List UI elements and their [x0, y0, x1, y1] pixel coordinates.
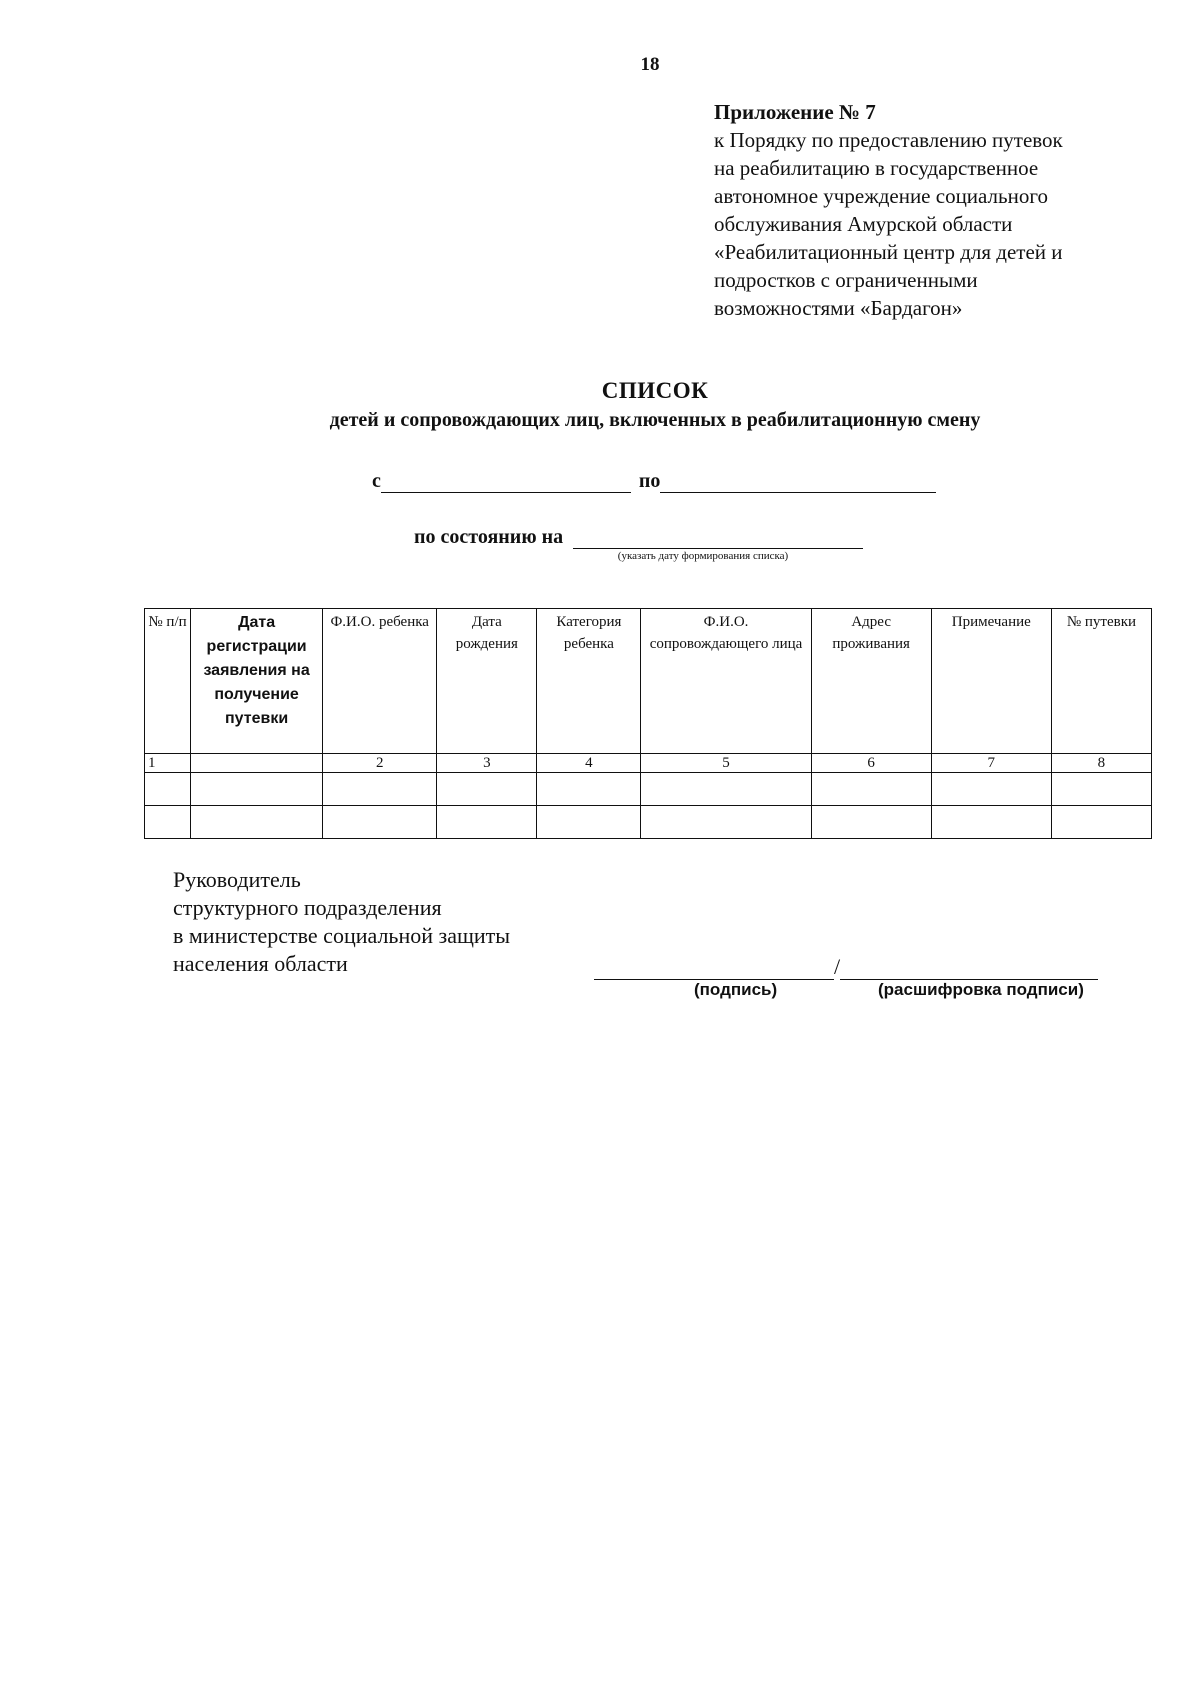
document-subtitle: детей и сопровождающих лиц, включенных в реабилитационную смену: [329, 409, 981, 431]
signature-line: Руководитель: [173, 867, 301, 892]
signature-decode-field[interactable]: [840, 957, 1098, 980]
header-child-category: Категория ребенка: [537, 609, 641, 754]
column-number: 6: [811, 754, 931, 773]
signature-line: структурного подразделения: [173, 895, 442, 920]
signature-separator: /: [834, 954, 841, 979]
header-number: № п/п: [145, 609, 191, 754]
appendix-block: [714, 98, 1144, 322]
table-cell[interactable]: [1051, 806, 1151, 839]
table-cell[interactable]: [1051, 773, 1151, 806]
period-from-field[interactable]: [381, 470, 631, 493]
column-number: 8: [1051, 754, 1151, 773]
column-number: [191, 754, 323, 773]
header-registration-date: Дата регистрации заявления на получение путевки: [191, 609, 323, 754]
column-number: 1: [145, 754, 191, 773]
period-to-field[interactable]: [660, 470, 936, 493]
appendix-line: подростков с ограниченными: [714, 268, 978, 292]
signature-line: в министерстве социальной защиты: [173, 923, 511, 948]
signature-block: [173, 866, 593, 978]
document-title: СПИСОК: [601, 378, 709, 403]
children-list-table: [144, 608, 1152, 839]
column-number: 3: [437, 754, 537, 773]
column-number: 4: [537, 754, 641, 773]
appendix-title: Приложение № 7: [714, 100, 876, 124]
table-cell[interactable]: [437, 806, 537, 839]
header-note: Примечание: [931, 609, 1051, 754]
table-row: [145, 806, 1152, 839]
table-cell[interactable]: [641, 773, 811, 806]
table-cell[interactable]: [811, 806, 931, 839]
header-voucher-number: № путевки: [1051, 609, 1151, 754]
appendix-line: обслуживания Амурской области: [714, 212, 1013, 236]
table-cell[interactable]: [931, 806, 1051, 839]
table-header-row: [145, 609, 1152, 754]
header-birth-date: Дата рождения: [437, 609, 537, 754]
signature-field[interactable]: [594, 957, 834, 980]
period-from-label: с: [372, 470, 381, 492]
column-number: 5: [641, 754, 811, 773]
period-to-label: по: [638, 470, 661, 492]
table-cell[interactable]: [931, 773, 1051, 806]
signature-line: населения области: [173, 951, 348, 976]
column-number: 7: [931, 754, 1051, 773]
table-cell[interactable]: [811, 773, 931, 806]
table-cell[interactable]: [191, 806, 323, 839]
appendix-line: автономное учреждение социального: [714, 184, 1048, 208]
appendix-line: «Реабилитационный центр для детей и: [714, 240, 1063, 264]
signature-caption: (подпись): [694, 980, 778, 999]
table-cell[interactable]: [145, 806, 191, 839]
table-cell[interactable]: [537, 773, 641, 806]
period-row: [372, 470, 936, 493]
header-companion-name: Ф.И.О. сопровождающего лица: [641, 609, 811, 754]
column-number: 2: [323, 754, 437, 773]
header-address: Адрес проживания: [811, 609, 931, 754]
state-label: по состоянию на: [414, 526, 564, 548]
table-row: [145, 773, 1152, 806]
table-cell[interactable]: [323, 773, 437, 806]
table-cell[interactable]: [191, 773, 323, 806]
state-row: [414, 526, 863, 549]
appendix-line: возможностями «Бардагон»: [714, 296, 963, 320]
appendix-line: на реабилитацию в государственное: [714, 156, 1039, 180]
state-date-field[interactable]: [573, 526, 863, 549]
appendix-line: к Порядку по предоставлению путевок: [714, 128, 1063, 152]
column-number-row: [145, 754, 1152, 773]
table-cell[interactable]: [537, 806, 641, 839]
table-cell[interactable]: [145, 773, 191, 806]
table-cell[interactable]: [437, 773, 537, 806]
signature-fields: [594, 954, 1098, 980]
page-number: 18: [640, 54, 660, 75]
header-child-name: Ф.И.О. ребенка: [323, 609, 437, 754]
signature-decode-caption: (расшифровка подписи): [878, 980, 1084, 999]
table-cell[interactable]: [641, 806, 811, 839]
table-cell[interactable]: [323, 806, 437, 839]
state-hint: (указать дату формирования списка): [617, 550, 789, 562]
